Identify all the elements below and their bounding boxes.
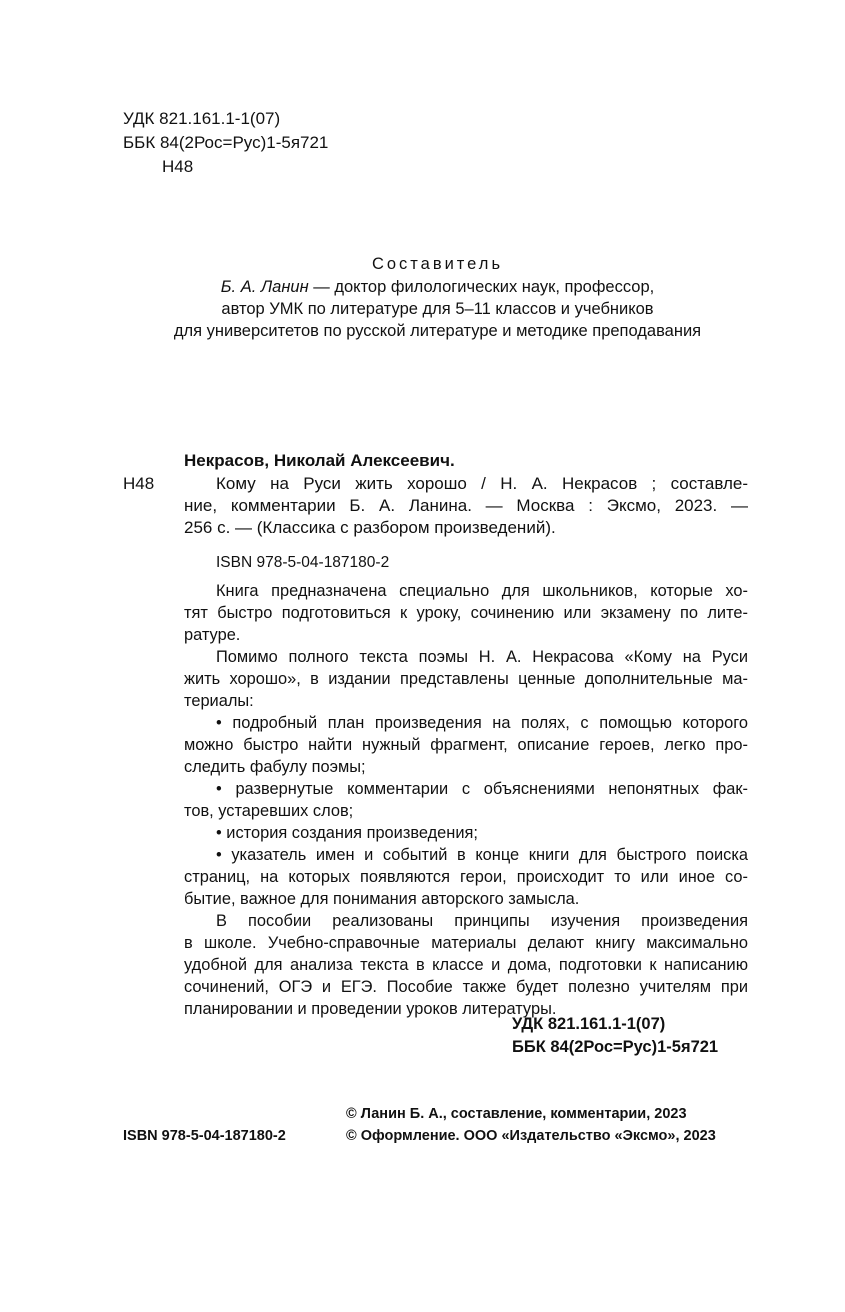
annotation-line: планировании и проведении уроков литературы. bbox=[184, 1000, 557, 1018]
annotation-line: жить хорошо», в издании представлены ценные дополнительные ма- bbox=[184, 670, 748, 688]
udk-code-bottom: УДК 821.161.1-1(07) bbox=[512, 1015, 666, 1033]
annotation-line: страниц, на которых появляются герои, происходит то или иное со- bbox=[184, 868, 748, 886]
compiler-label: Составитель bbox=[371, 255, 504, 273]
compiler-line-1 bbox=[0, 276, 845, 298]
annotation-line: • развернутые комментарии с объяснениями непонятных фак- bbox=[216, 780, 748, 798]
annotation-line: В пособии реализованы принципы изучения произведения bbox=[216, 912, 748, 930]
annotation-line: териалы: bbox=[184, 692, 254, 710]
bib-author: Некрасов, Николай Алексеевич. bbox=[184, 451, 455, 470]
compiler-line-2: автор УМК по литературе для 5–11 классов и учебников bbox=[221, 300, 654, 318]
bbk-code-top: ББК 84(2Рос=Рус)1-5я721 bbox=[123, 133, 329, 152]
bib-line: Кому на Руси жить хорошо / Н. А. Некрасов ; составле- bbox=[216, 474, 748, 493]
annotation-line: в школе. Учебно-справочные материалы делают книгу максимально bbox=[184, 934, 748, 952]
annotation bbox=[184, 580, 748, 1020]
bib-description bbox=[184, 473, 748, 539]
annotation-line: • указатель имен и событий в конце книги для быстрого поиска bbox=[216, 846, 748, 864]
annotation-line: • подробный план произведения на полях, с помощью которого bbox=[216, 714, 748, 732]
annotation-line: удобной для анализа текста в классе и дома, подготовки к написанию bbox=[184, 956, 748, 974]
annotation-line: • история создания произведения; bbox=[216, 824, 478, 842]
bbk-code-bottom: ББК 84(2Рос=Рус)1-5я721 bbox=[512, 1038, 719, 1056]
compiler-credentials: — доктор филологических наук, профессор, bbox=[308, 278, 655, 296]
compiler-line-3: для университетов по русской литературе и методике преподавания bbox=[173, 322, 702, 340]
compiler-name: Б. А. Ланин bbox=[220, 278, 309, 296]
bib-line: ние, комментарии Б. А. Ланина. — Москва : Эксмо, 2023. — bbox=[184, 496, 748, 515]
annotation-line: Книга предназначена специально для школьников, которые хо- bbox=[216, 582, 748, 600]
annotation-line: ратуре. bbox=[184, 626, 241, 644]
annotation-line: можно быстро найти нужный фрагмент, описание героев, легко про- bbox=[184, 736, 748, 754]
annotation-line: следить фабулу поэмы; bbox=[184, 758, 366, 776]
bib-mark: Н48 bbox=[123, 474, 155, 493]
udk-code-top: УДК 821.161.1-1(07) bbox=[123, 109, 281, 128]
isbn-bottom: ISBN 978-5-04-187180-2 bbox=[123, 1128, 286, 1144]
bib-line: 256 с. — (Классика с разбором произведений). bbox=[184, 518, 556, 537]
annotation-line: бытие, важное для понимания авторского замысла. bbox=[184, 890, 580, 908]
annotation-line: Помимо полного текста поэмы Н. А. Некрасова «Кому на Руси bbox=[216, 648, 748, 666]
annotation-line: тят быстро подготовиться к уроку, сочинению или экзамену по лите- bbox=[184, 604, 748, 622]
bib-isbn: ISBN 978-5-04-187180-2 bbox=[216, 554, 390, 571]
annotation-line: тов, устаревших слов; bbox=[184, 802, 354, 820]
copyright-line-1: © Ланин Б. А., составление, комментарии, 2023 bbox=[346, 1106, 687, 1122]
annotation-line: сочинений, ОГЭ и ЕГЭ. Пособие также будет полезно учителям при bbox=[184, 978, 748, 996]
copyright-line-2: © Оформление. ООО «Издательство «Эксмо», 2023 bbox=[346, 1128, 716, 1144]
author-mark-top: Н48 bbox=[162, 157, 194, 176]
